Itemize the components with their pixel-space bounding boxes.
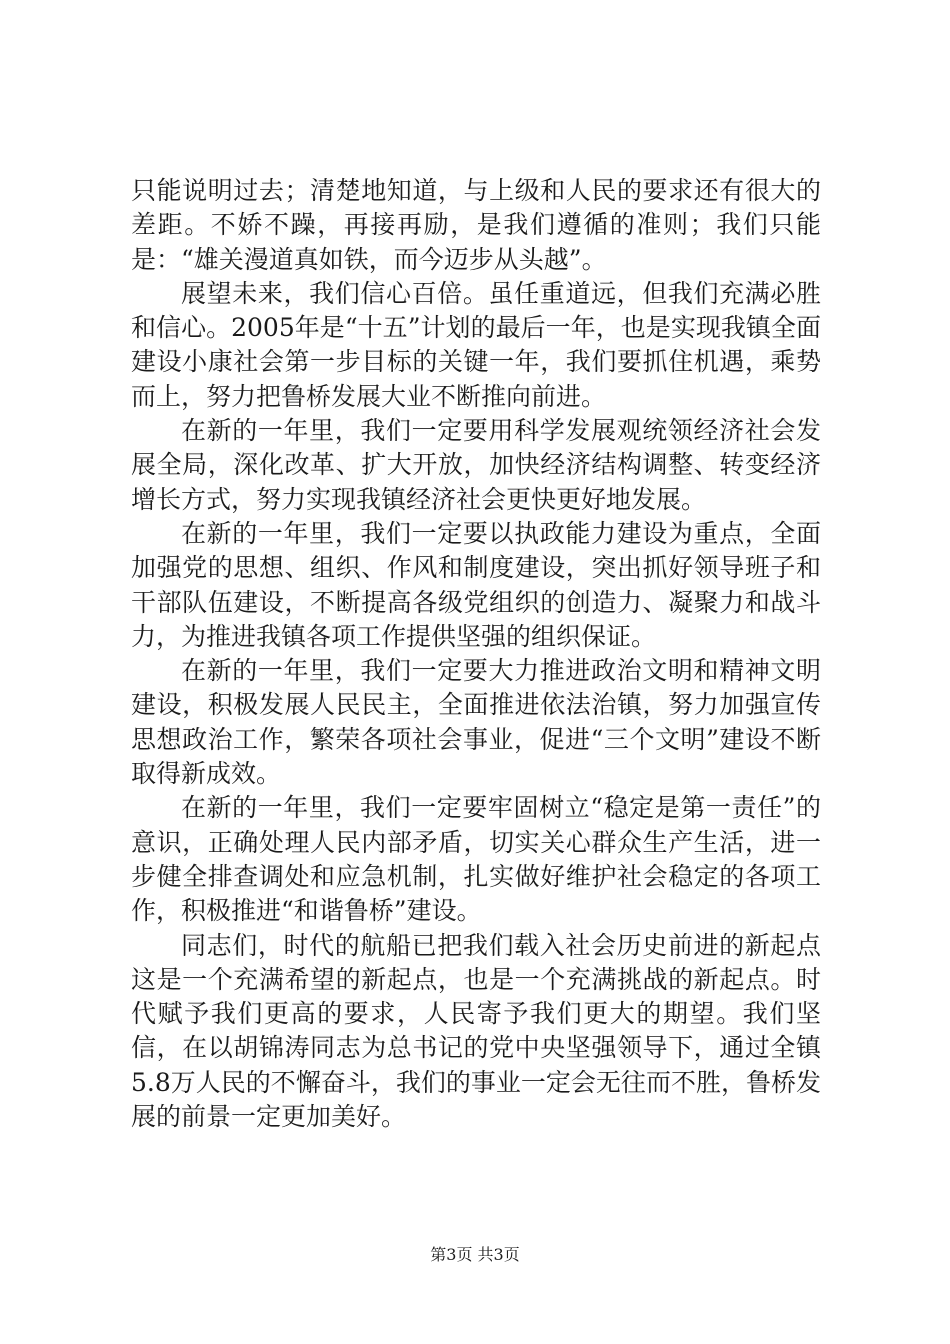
paragraph-continuation: 只能说明过去；清楚地知道，与上级和人民的要求还有很大的差距。不娇不躁，再接再励，是我们遵循的准则；我们只能是：“雄关漫道真如铁，而今迈步从头越”。 <box>131 176 821 274</box>
paragraph-party-building: 在新的一年里，我们一定要以执政能力建设为重点，全面加强党的思想、组织、作风和制度建设，突出抓好领导班子和干部队伍建设，不断提高各级党组织的创造力、凝聚力和战斗力，为推进我镇各项工作提供坚强的组织保证。 <box>131 518 821 651</box>
page-number-footer: 第3页 共3页 <box>430 1245 520 1264</box>
paragraph-outlook: 展望未来，我们信心百倍。虽任重道远，但我们充满必胜和信心。2005年是“十五”计划的最后一年，也是实现我镇全面建设小康社会第一步目标的关键一年，我们要抓住机遇，乘势而上，努力把鲁桥发展大业不断推向前进。 <box>131 278 821 411</box>
paragraph-economy: 在新的一年里，我们一定要用科学发展观统领经济社会发展全局，深化改革、扩大开放，加快经济结构调整、转变经济增长方式，努力实现我镇经济社会更快更好地发展。 <box>131 416 821 514</box>
paragraph-stability: 在新的一年里，我们一定要牢固树立“稳定是第一责任”的意识，正确处理人民内部矛盾，切实关心群众生产生活，进一步健全排查调处和应急机制，扎实做好维护社会稳定的各项工作，积极推进“和谐鲁桥”建设。 <box>131 793 821 926</box>
document-body <box>131 174 821 1134</box>
paragraph-civilization: 在新的一年里，我们一定要大力推进政治文明和精神文明建设，积极发展人民民主，全面推进依法治镇，努力加强宣传思想政治工作，繁荣各项社会事业，促进“三个文明”建设不断取得新成效。 <box>131 656 821 789</box>
paragraph-closing: 同志们，时代的航船已把我们载入社会历史前进的新起点这是一个充满希望的新起点，也是一个充满挑战的新起点。时代赋予我们更高的要求，人民寄予我们更大的期望。我们坚信，在以胡锦涛同志为总书记的党中央坚强领导下，通过全镇5.8万人民的不懈奋斗，我们的事业一定会无往而不胜，鲁桥发展的前景一定更加美好。 <box>131 930 821 1132</box>
